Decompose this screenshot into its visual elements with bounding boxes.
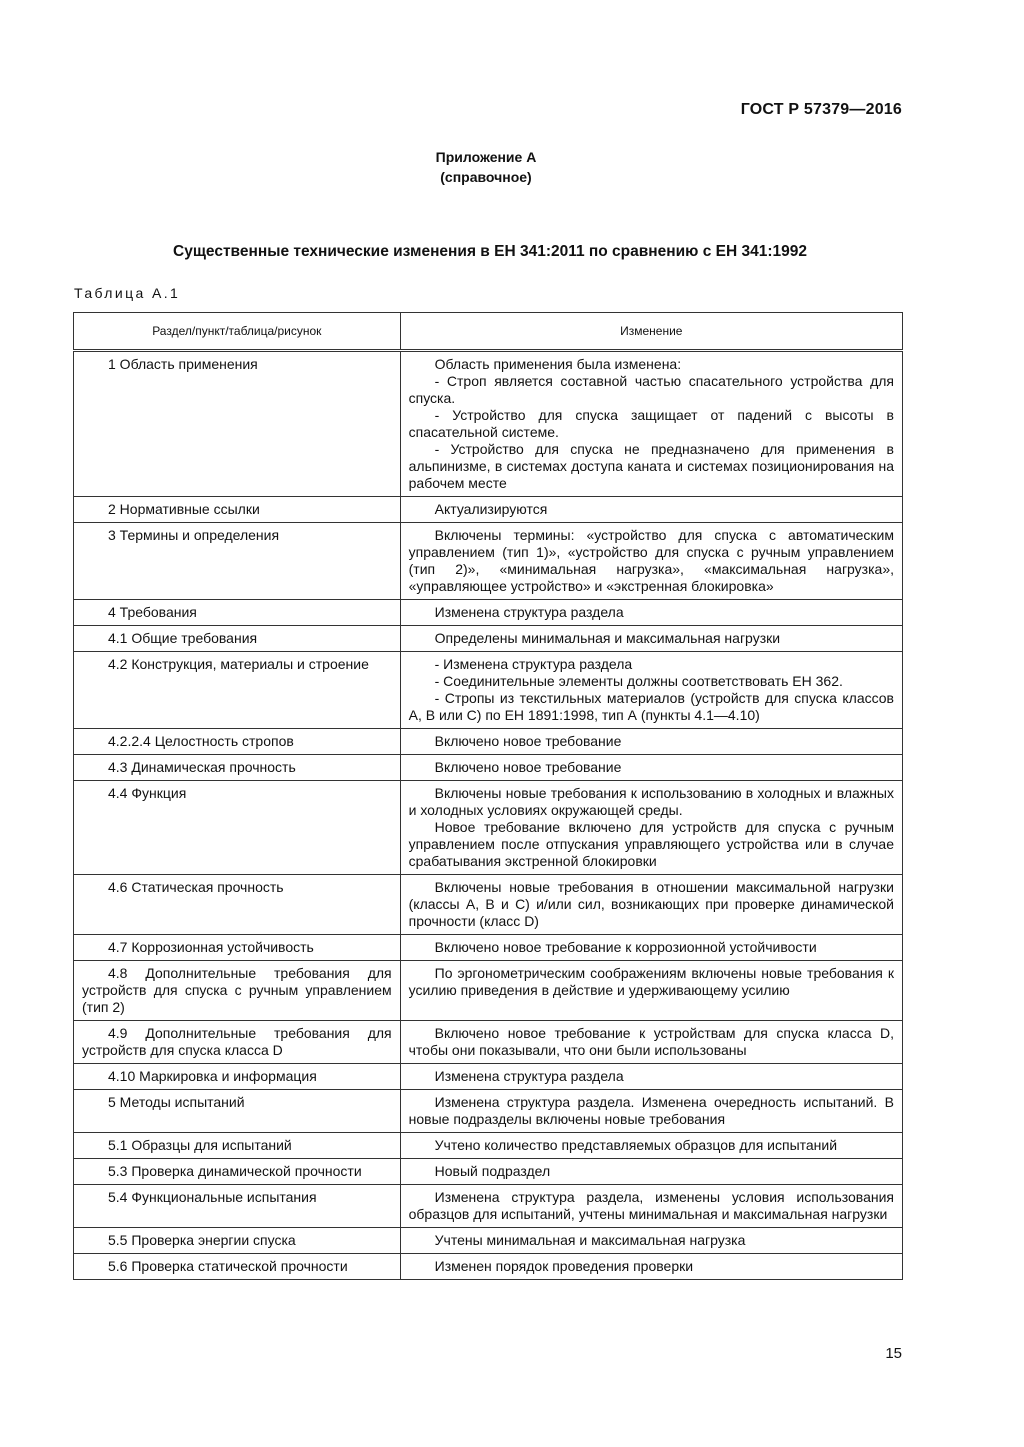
section-cell: 4.1 Общие требования [74,626,401,652]
column-header-section: Раздел/пункт/таблица/рисунок [74,313,401,351]
change-cell [400,755,902,781]
change-line: Изменен порядок проведения проверки [434,1258,694,1274]
table-row [74,600,903,626]
changes-table [73,312,903,1280]
table-row [74,935,903,961]
table-body [74,351,903,1280]
change-line: Включено новое требование [434,733,622,749]
section-cell: 4.7 Коррозионная устойчивость [74,935,401,961]
table-caption: Таблица А.1 [74,285,181,301]
section-cell: 5 Методы испытаний [74,1090,401,1133]
section-cell: 5.3 Проверка динамической прочности [74,1159,401,1185]
section-cell: 5.1 Образцы для испытаний [74,1133,401,1159]
change-line: Изменена структура раздела [434,1068,624,1084]
change-line: - Строп является составной частью спасательного устройства для спуска. [408,373,894,406]
table-row [74,523,903,600]
change-line: Включено новое требование к устройствам для спуска класса D, чтобы они показывали, что они были использованы [408,1025,894,1058]
section-cell: 4.6 Статическая прочность [74,875,401,935]
change-line: Включено новое требование к коррозионной устойчивости [434,939,817,955]
table-row [74,1159,903,1185]
change-line: - Устройство для спуска не предназначено для применения в альпинизме, в системах доступа каната и системах позиционирования на рабочем месте [408,441,894,491]
change-cell [400,1064,902,1090]
table-row [74,1133,903,1159]
change-cell [400,1254,902,1280]
table-row [74,351,903,497]
change-cell [400,600,902,626]
section-cell: 4.2.2.4 Целостность стропов [74,729,401,755]
change-line: - Изменена структура раздела [434,656,633,672]
change-cell [400,1185,902,1228]
section-cell: 4 Требования [74,600,401,626]
appendix-subtitle: (справочное) [440,169,532,185]
change-cell [400,626,902,652]
change-line: Изменена структура раздела [434,604,624,620]
change-line: - Соединительные элементы должны соответствовать ЕН 362. [434,673,843,689]
change-cell [400,497,902,523]
change-cell [400,729,902,755]
change-cell [400,781,902,875]
change-line: Включены термины: «устройство для спуска с автоматическим управлением (тип 1)», «устройство для спуска с ручным управлением (тип 2)», «минимальная нагрузка», «максимальная нагрузка», «управляющее устройство» и «экстренная блокировка» [408,527,894,594]
change-line: По эргонометрическим соображениям включены новые требования к усилию приведения в действие и удерживающему усилию [408,965,894,998]
table-row [74,1090,903,1133]
change-line: Новое требование включено для устройств для спуска с ручным управлением после отпускания управляющего устройства или в случае срабатывания экстренной блокировки [408,819,894,869]
change-cell [400,1090,902,1133]
page-number: 15 [885,1345,902,1362]
document-title: Существенные технические изменения в ЕН 341:2011 по сравнению с ЕН 341:1992 [173,243,807,260]
table-row [74,755,903,781]
table-row [74,781,903,875]
standard-code: ГОСТ Р 57379—2016 [740,101,902,118]
table-row [74,1064,903,1090]
change-line: Изменена структура раздела. Изменена очередность испытаний. В новые подразделы включены новые требования [408,1094,894,1127]
section-cell: 5.6 Проверка статической прочности [74,1254,401,1280]
section-cell: 4.10 Маркировка и информация [74,1064,401,1090]
table-row [74,961,903,1021]
change-line: Включено новое требование [434,759,622,775]
change-cell [400,1159,902,1185]
section-cell: 1 Область применения [74,351,401,497]
table-row [74,875,903,935]
section-cell: 2 Нормативные ссылки [74,497,401,523]
section-cell: 4.9 Дополнительные требования для устройств для спуска класса D [74,1021,401,1064]
change-cell [400,961,902,1021]
change-cell [400,523,902,600]
table-row [74,1254,903,1280]
table-row [74,626,903,652]
change-line: Актуализируются [434,501,548,517]
section-cell: 4.8 Дополнительные требования для устройств для спуска с ручным управлением (тип 2) [74,961,401,1021]
table-row [74,1185,903,1228]
change-cell [400,935,902,961]
change-cell [400,351,902,497]
appendix-heading [0,147,972,187]
change-line: Включены новые требования в отношении максимальной нагрузки (классы А, В и С) и/или сил, возникающих при проверке динамической прочности (класс D) [408,879,894,929]
change-line: - Стропы из текстильных материалов (устройств для спуска классов А, В или С) по ЕН 1891:1998, тип А (пункты 4.1—4.10) [408,690,894,723]
change-line: Включены новые требования к использованию в холодных и влажных и холодных условиях окружающей среды. [408,785,894,818]
change-cell [400,1133,902,1159]
section-cell: 4.3 Динамическая прочность [74,755,401,781]
change-line: Изменена структура раздела, изменены условия использования образцов для испытаний, учтены минимальная и максимальная нагрузки [408,1189,894,1222]
change-line: Новый подраздел [434,1163,551,1179]
change-line: Учтены минимальная и максимальная нагрузка [434,1232,746,1248]
change-cell [400,875,902,935]
change-line: Определены минимальная и максимальная нагрузки [434,630,781,646]
section-cell: 5.4 Функциональные испытания [74,1185,401,1228]
change-cell [400,1228,902,1254]
table-row [74,729,903,755]
section-cell: 4.2 Конструкция, материалы и строение [74,652,401,729]
change-cell [400,652,902,729]
change-cell [400,1021,902,1064]
section-cell: 3 Термины и определения [74,523,401,600]
change-line: - Устройство для спуска защищает от падений с высоты в спасательной системе. [408,407,894,440]
table-header-row [74,313,903,351]
table-row [74,497,903,523]
table-row [74,652,903,729]
section-cell: 5.5 Проверка энергии спуска [74,1228,401,1254]
section-cell: 4.4 Функция [74,781,401,875]
table-row [74,1021,903,1064]
appendix-title: Приложение А [435,149,537,165]
table-row [74,1228,903,1254]
change-line: Область применения была изменена: [434,356,682,372]
column-header-change: Изменение [400,313,902,351]
change-line: Учтено количество представляемых образцов для испытаний [434,1137,838,1153]
